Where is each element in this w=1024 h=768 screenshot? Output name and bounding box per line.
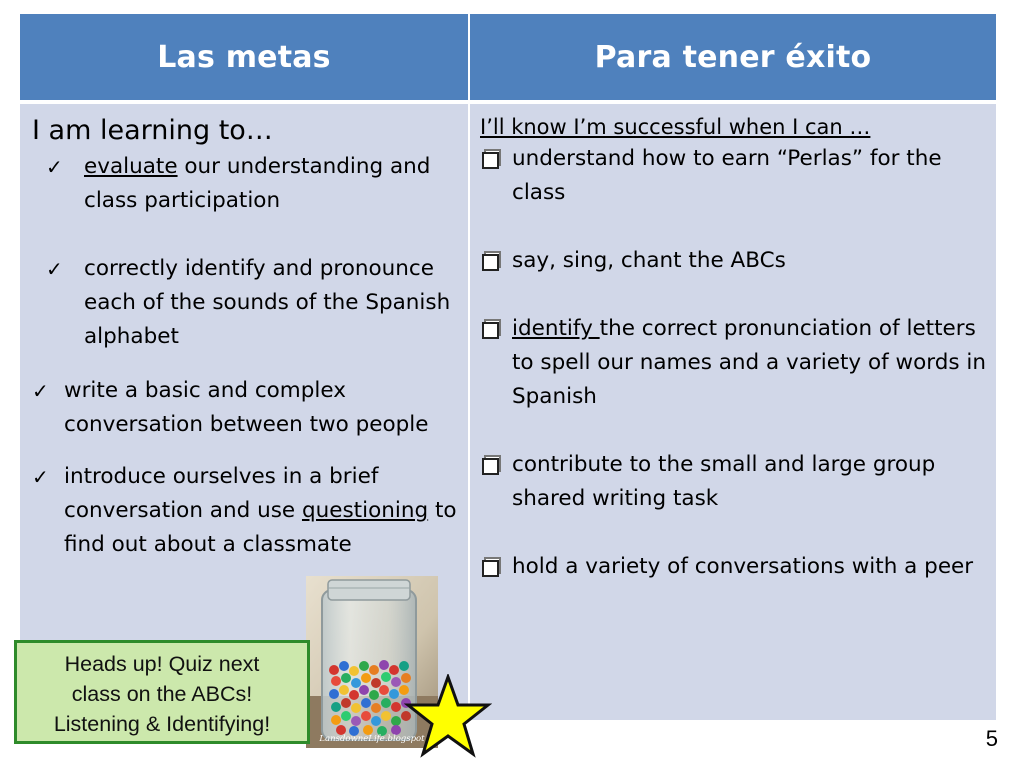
underlined-word: questioning (301, 498, 429, 523)
learning-item: ✓ evaluate our understanding and class participation (32, 150, 462, 218)
checkmark-icon: ✓ (46, 155, 63, 179)
header-para-tener-exito: Para tener éxito (470, 14, 996, 100)
success-item: identify the correct pronunciation of letters to spell our names and a variety of words in Spanish (480, 312, 990, 414)
learning-intro: I am learning to… (32, 115, 273, 146)
underlined-word: identify (512, 316, 600, 341)
underlined-word: evaluate (84, 154, 178, 179)
learning-item: ✓ correctly identify and pronounce each of the sounds of the Spanish alphabet (32, 252, 462, 354)
column-divider (468, 14, 470, 720)
callout-line: class on the ABCs! (71, 682, 253, 706)
checkbox-icon (480, 550, 504, 584)
checkmark-icon: ✓ (46, 257, 63, 281)
star-icon (404, 674, 492, 758)
success-item: understand how to earn “Perlas” for the class (480, 142, 990, 210)
photo-caption: LansdowneLife.blogspot (319, 734, 425, 744)
success-item: contribute to the small and large group shared writing task (480, 448, 990, 516)
callout-line: Heads up! Quiz next (64, 652, 260, 676)
callout-line: Listening & Identifying! (53, 712, 271, 736)
header-divider (20, 100, 996, 104)
page-number: 5 (985, 726, 998, 751)
learning-item: ✓ introduce ourselves in a brief conversation and use questioning to find out about a classmate (32, 460, 462, 562)
checkbox-icon (480, 142, 504, 176)
success-item: hold a variety of conversations with a peer (480, 550, 990, 584)
learning-item: ✓ write a basic and complex conversation between two people (32, 374, 462, 442)
success-intro: I’ll know I’m successful when I can … (480, 115, 871, 139)
goals-table (20, 14, 996, 720)
checkbox-icon (480, 448, 504, 482)
success-criteria-column (480, 114, 990, 584)
success-item: say, sing, chant the ABCs (480, 244, 990, 278)
quiz-reminder-callout (14, 640, 310, 744)
checkmark-icon: ✓ (32, 379, 49, 403)
checkbox-icon (480, 312, 504, 346)
checkmark-icon: ✓ (32, 465, 49, 489)
header-las-metas: Las metas (20, 14, 468, 100)
learning-goals-column (32, 114, 462, 562)
checkbox-icon (480, 244, 504, 278)
